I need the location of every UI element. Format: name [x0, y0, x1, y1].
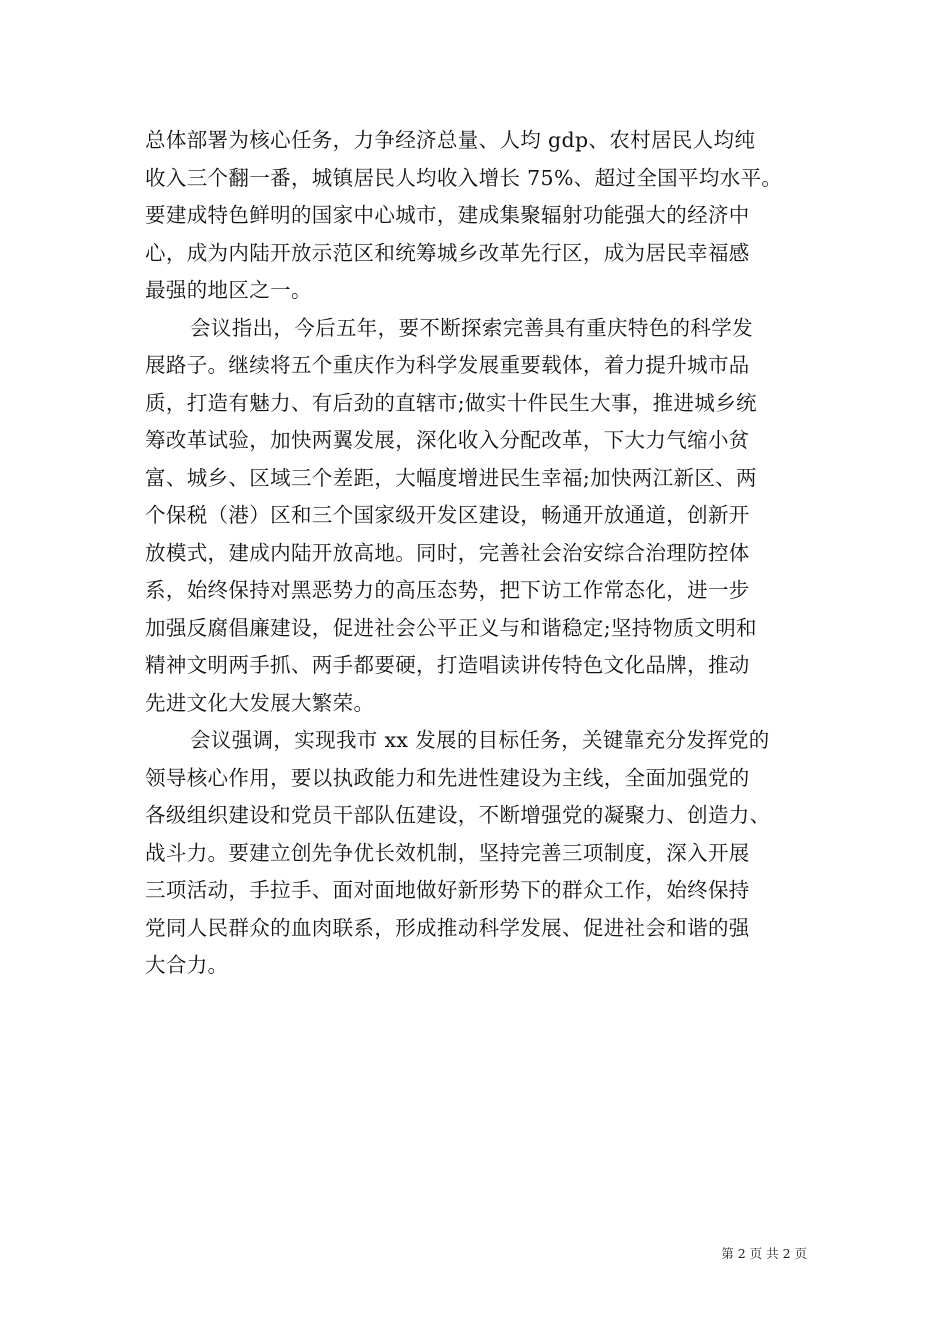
paragraph — [145, 310, 817, 723]
text-line: 展路子。继续将五个重庆作为科学发展重要载体，着力提升城市品 — [145, 353, 750, 377]
text-line: 三项活动，手拉手、面对面地做好新形势下的群众工作，始终保持 — [145, 878, 750, 902]
text-line: 最强的地区之一。 — [145, 278, 312, 302]
paragraph — [145, 122, 817, 310]
document-body — [145, 122, 817, 985]
text-line: 各级组织建设和党员干部队伍建设，不断增强党的凝聚力、创造力、 — [145, 803, 771, 827]
text-line: 要建成特色鲜明的国家中心城市，建成集聚辐射功能强大的经济中 — [145, 203, 750, 227]
paragraph — [145, 722, 817, 985]
text-line: 先进文化大发展大繁荣。 — [145, 690, 375, 715]
text-line: 会议指出，今后五年，要不断探索完善具有重庆特色的科学发 — [190, 315, 753, 340]
text-line: 党同人民群众的血肉联系，形成推动科学发展、促进社会和谐的强 — [145, 915, 750, 940]
text-line: 质，打造有魅力、有后劲的直辖市;做实十件民生大事，推进城乡统 — [145, 390, 757, 415]
text-line: 富、城乡、区域三个差距，大幅度增进民生幸福;加快两江新区、两 — [145, 465, 757, 490]
text-line: 大合力。 — [145, 953, 229, 977]
text-line: 系，始终保持对黑恶势力的高压态势，把下访工作常态化，进一步 — [145, 578, 750, 602]
text-line: 战斗力。要建立创先争优长效机制，坚持完善三项制度，深入开展 — [145, 840, 750, 865]
text-line: 个保税（港）区和三个国家级开发区建设，畅通开放通道，创新开 — [145, 503, 750, 527]
text-line: 会议强调，实现我市 xx 发展的目标任务，关键靠充分发挥党的 — [190, 728, 770, 752]
text-line: 收入三个翻一番，城镇居民人均收入增长 75%、超过全国平均水平。 — [145, 165, 783, 190]
text-line: 加强反腐倡廉建设，促进社会公平正义与和谐稳定;坚持物质文明和 — [145, 615, 757, 640]
text-line: 放模式，建成内陆开放高地。同时，完善社会治安综合治理防控体 — [145, 540, 750, 565]
text-line: 筹改革试验，加快两翼发展，深化收入分配改革，下大力气缩小贫 — [145, 428, 750, 452]
page-footer: 第 2 页 共 2 页 — [721, 1246, 807, 1261]
text-line: 领导核心作用，要以执政能力和先进性建设为主线，全面加强党的 — [145, 765, 750, 790]
text-line: 心，成为内陆开放示范区和统筹城乡改革先行区，成为居民幸福感 — [145, 240, 750, 265]
text-line: 精神文明两手抓、两手都要硬，打造唱读讲传特色文化品牌，推动 — [145, 653, 750, 677]
text-line: 总体部署为核心任务，力争经济总量、人均 gdp、农村居民人均纯 — [145, 128, 756, 152]
